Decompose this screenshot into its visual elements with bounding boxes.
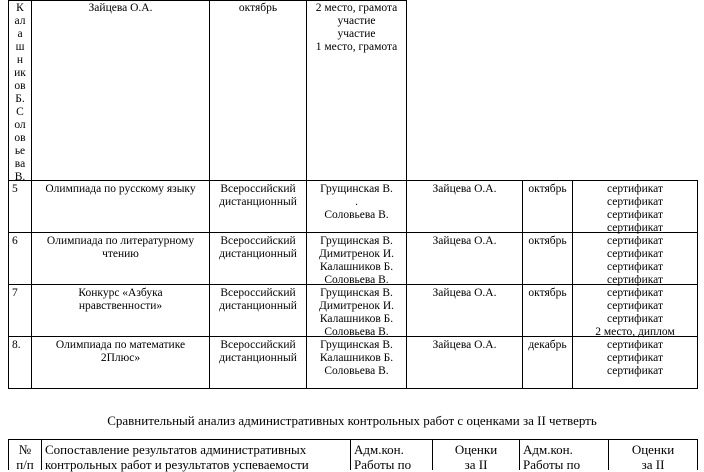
result: 2 место, грамота: [315, 2, 398, 14]
table-rule: [8, 0, 406, 1]
header-grades-line: за II: [641, 457, 665, 472]
teacher-name: Соловьева В.: [324, 326, 389, 338]
header-grades-2: [609, 442, 697, 472]
header-grades-line: Оценки: [454, 442, 498, 457]
vertical-name-char: ов: [14, 80, 26, 92]
month-cell: [210, 2, 306, 15]
row-number: [12, 287, 30, 300]
result: участие: [337, 28, 376, 40]
organizer-cell: [407, 339, 522, 352]
teacher-name: Димитренок И.: [319, 300, 394, 312]
header-comparison-line: контрольных работ и результатов успеваемости: [45, 457, 309, 472]
result: сертификат: [607, 261, 663, 273]
organizer: Зайцева О.А.: [432, 235, 497, 247]
event-name-line: нравственности»: [78, 300, 163, 312]
event-level-line: Всероссийский: [220, 339, 296, 351]
event-name-line: Олимпиада по русскому языку: [45, 183, 196, 195]
vertical-name-char: Б.: [15, 93, 25, 105]
header-adm-line: Адм.кон.: [523, 442, 573, 457]
teacher-name: Калашников Б.: [319, 261, 394, 273]
month: октябрь: [528, 183, 567, 195]
result: сертификат: [607, 352, 663, 364]
header-comparison: [45, 442, 350, 472]
organizer-cell: [407, 235, 522, 248]
result: участие: [337, 15, 376, 27]
organizer: Зайцева О.А.: [432, 339, 497, 351]
month-cell: [523, 339, 572, 352]
teacher-name: Димитренок И.: [319, 248, 394, 260]
teacher-name: Грущинская В.: [320, 339, 393, 351]
header-comparison-line: Сопоставление результатов административных: [45, 442, 307, 457]
event-level-line: Всероссийский: [220, 183, 296, 195]
section-caption: Сравнительный анализ административных контрольных работ с оценками за II четверть: [107, 413, 597, 428]
event-name: [32, 339, 209, 365]
header-adm-work-2: [523, 442, 608, 472]
row-number-text: 6: [12, 235, 18, 247]
header-grades-1: [433, 442, 519, 472]
result: сертификат: [607, 313, 663, 325]
event-level: [210, 235, 306, 261]
header-num-line: п/п: [16, 457, 34, 472]
event-level-line: Всероссийский: [220, 287, 296, 299]
header-adm-line: Работы по: [354, 457, 412, 472]
vertical-name-char: ик: [14, 67, 26, 79]
organizer-cell: [32, 2, 209, 15]
event-level: [210, 183, 306, 209]
vertical-name-char: К: [16, 2, 24, 14]
header-adm-line: Работы по: [523, 457, 581, 472]
vertical-name-char: ов: [14, 132, 26, 144]
teacher-name: Соловьева В.: [324, 274, 389, 286]
organizer: Зайцева О.А.: [432, 183, 497, 195]
teacher-name: Калашников Б.: [319, 352, 394, 364]
table-rule: [697, 180, 698, 389]
month: октябрь: [528, 235, 567, 247]
header-adm-work-1: [354, 442, 432, 472]
table-rule: [697, 439, 698, 470]
event-name-line: чтению: [102, 248, 139, 260]
organizer-cell: [407, 183, 522, 196]
teacher-name: Грущинская В.: [320, 287, 393, 299]
organizer-cell: [407, 287, 522, 300]
event-name-line: Олимпиада по математике: [55, 339, 186, 351]
event-name: [32, 287, 209, 313]
result: сертификат: [607, 209, 663, 221]
result: сертификат: [607, 248, 663, 260]
event-name: [32, 235, 209, 261]
header-grades-line: за II: [464, 457, 488, 472]
event-level-line: дистанционный: [219, 196, 297, 208]
result: сертификат: [607, 365, 663, 377]
event-name-line: Олимпиада по литературному: [46, 235, 195, 247]
month: октябрь: [238, 2, 278, 14]
results-cell: [573, 235, 697, 287]
table-rule: [522, 180, 523, 389]
header-adm-line: Адм.кон.: [354, 442, 404, 457]
row-number: [12, 339, 30, 352]
table-rule: [350, 439, 351, 470]
results-cell: [573, 339, 697, 378]
vertical-name-char: ье: [14, 145, 26, 157]
event-name: [32, 183, 209, 196]
teacher-name: .: [355, 196, 358, 208]
table-rule: [8, 388, 698, 389]
row-number-text: 7: [12, 287, 18, 299]
organizer: Зайцева О.А.: [432, 287, 497, 299]
event-level-line: Всероссийский: [220, 235, 296, 247]
vertical-name-char: ва: [14, 158, 26, 170]
vertical-name-char: В.: [14, 171, 26, 183]
month-cell: [523, 287, 572, 300]
teacher-name: Соловьева В.: [324, 365, 389, 377]
vertical-name-cell: [9, 2, 31, 184]
event-level-line: дистанционный: [219, 300, 297, 312]
event-level-line: дистанционный: [219, 352, 297, 364]
row-number: [12, 235, 30, 248]
table-rule: [8, 180, 698, 181]
results-cell: [307, 2, 406, 54]
event-name-line: Конкурс «Азбука: [78, 287, 163, 299]
vertical-name-char: н: [16, 54, 24, 66]
result: 2 место, диплом: [595, 326, 675, 338]
row-number-text: 5: [12, 183, 18, 195]
event-level: [210, 287, 306, 313]
organizer: Зайцева О.А.: [88, 2, 153, 14]
month: октябрь: [528, 287, 567, 299]
vertical-name-char: ол: [14, 119, 26, 131]
event-level: [210, 339, 306, 365]
event-level-line: дистанционный: [219, 248, 297, 260]
teacher-name: Соловьева В.: [324, 209, 389, 221]
vertical-name-char: ал: [14, 15, 26, 27]
teachers: [307, 235, 406, 287]
teacher-name: Калашников Б.: [319, 313, 394, 325]
result: сертификат: [607, 339, 663, 351]
month-cell: [523, 235, 572, 248]
month-cell: [523, 183, 572, 196]
month: декабрь: [528, 339, 567, 351]
teacher-name: Грущинская В.: [320, 183, 393, 195]
teachers: [307, 183, 406, 222]
vertical-name-char: С: [16, 106, 24, 118]
table-rule: [41, 439, 42, 470]
teachers: [307, 339, 406, 378]
result: 1 место, грамота: [315, 41, 398, 53]
header-num-line: №: [18, 442, 32, 457]
teachers: [307, 287, 406, 339]
result: сертификат: [607, 183, 663, 195]
result: сертификат: [607, 235, 663, 247]
result: сертификат: [607, 300, 663, 312]
vertical-name-char: ш: [15, 41, 25, 53]
result: сертификат: [607, 196, 663, 208]
table-rule: [8, 439, 698, 440]
results-cell: [573, 183, 697, 235]
teacher-name: Грущинская В.: [320, 235, 393, 247]
row-number: [12, 183, 30, 196]
row-number-text: 8.: [12, 339, 21, 351]
header-grades-line: Оценки: [631, 442, 675, 457]
vertical-name-char: а: [17, 28, 23, 40]
header-num: [9, 442, 41, 472]
results-cell: [573, 287, 697, 339]
table-rule: [519, 439, 520, 470]
event-name-line: 2Плюс»: [100, 352, 141, 364]
result: сертификат: [607, 222, 663, 234]
result: сертификат: [607, 287, 663, 299]
result: сертификат: [607, 274, 663, 286]
